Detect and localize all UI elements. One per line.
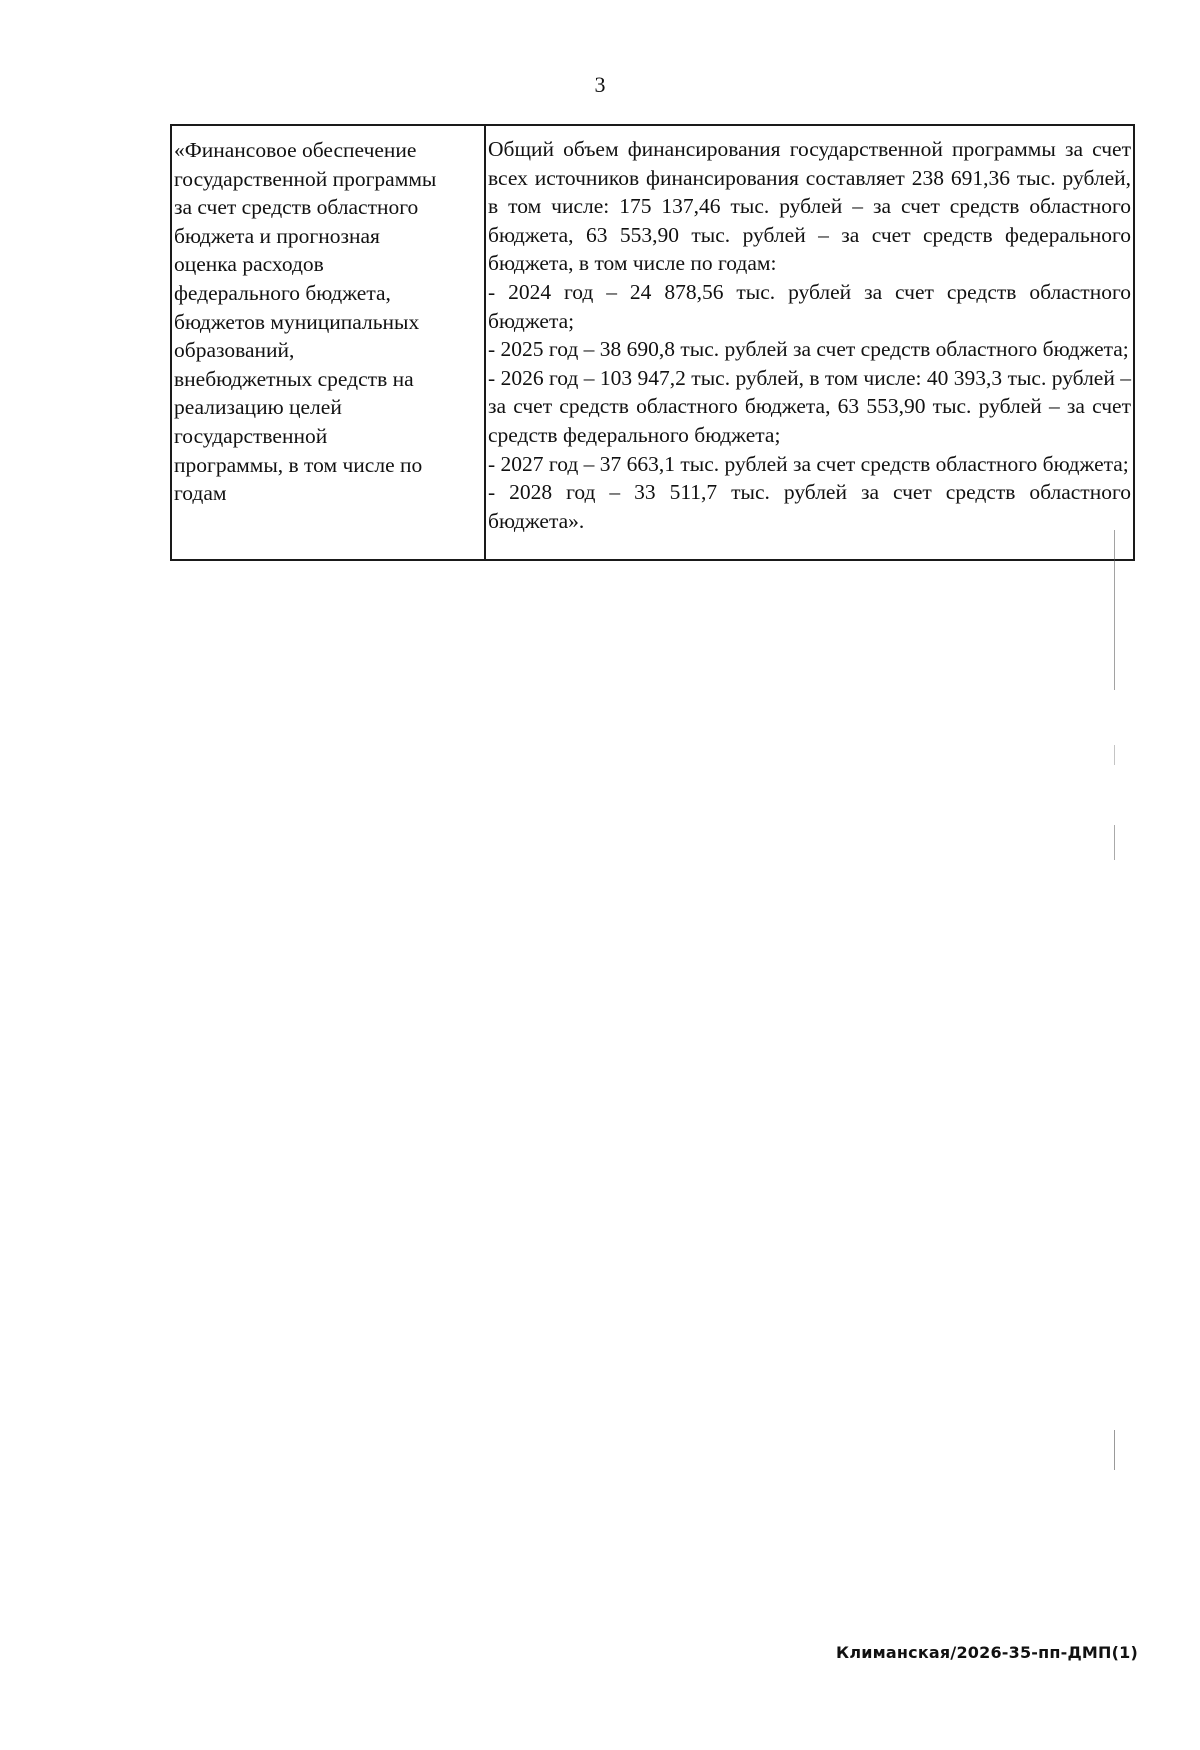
financing-content-cell [485,125,1134,560]
label-line: федерального бюджета, [174,280,391,305]
page-number: 3 [594,72,606,97]
label-line: бюджета и прогнозная [174,223,380,248]
label-line: оценка расходов [174,252,324,277]
financing-year-2024: - 2024 год – 24 878,56 тыс. рублей за счет средств областного бюджета; [488,279,1131,333]
label-line: программы, в том числе по [174,452,423,477]
label-line: бюджетов муниципальных [174,309,420,334]
financing-year-2026: - 2026 год – 103 947,2 тыс. рублей, в том числе: 40 393,3 тыс. рублей – за счет средств областного бюджета, 63 553,90 тыс. рублей – за счет средств федерального бюджета; [488,365,1131,447]
scan-artifact-line [1114,1430,1115,1470]
label-line: «Финансовое обеспечение [174,138,417,162]
label-line: годам [174,481,227,506]
financing-label-cell [171,125,485,560]
document-code: Климанская/2026-35-пп-ДМП(1) [836,1643,1138,1662]
financing-total-paragraph: Общий объем финансирования государственной программы за счет всех источников финансирования составляет 238 691,36 тыс. рублей, в том числе: 175 137,46 тыс. рублей – за счет средств областного бюджета, 63 553,90 тыс. рублей – за счет средств федерального бюджета, в том числе по годам: [488,137,1131,276]
financing-year-2028: - 2028 год – 33 511,7 тыс. рублей за счет средств областного бюджета». [488,480,1131,533]
table-row [171,125,1134,560]
scan-artifact-line [1114,530,1115,690]
financing-table [170,124,1135,561]
label-line: государственной программы [174,166,437,191]
label-line: государственной [174,423,328,448]
scan-artifact-line [1114,825,1115,860]
label-line: внебюджетных средств на [174,366,414,391]
financing-year-2025: - 2025 год – 38 690,8 тыс. рублей за счет средств областного бюджета; [488,337,1129,362]
label-line: за счет средств областного [174,195,419,220]
label-line: образований, [174,338,295,363]
scan-artifact-line [1114,745,1115,765]
label-line: реализацию целей [174,395,342,420]
financing-year-2027: - 2027 год – 37 663,1 тыс. рублей за счет средств областного бюджета; [488,451,1129,476]
